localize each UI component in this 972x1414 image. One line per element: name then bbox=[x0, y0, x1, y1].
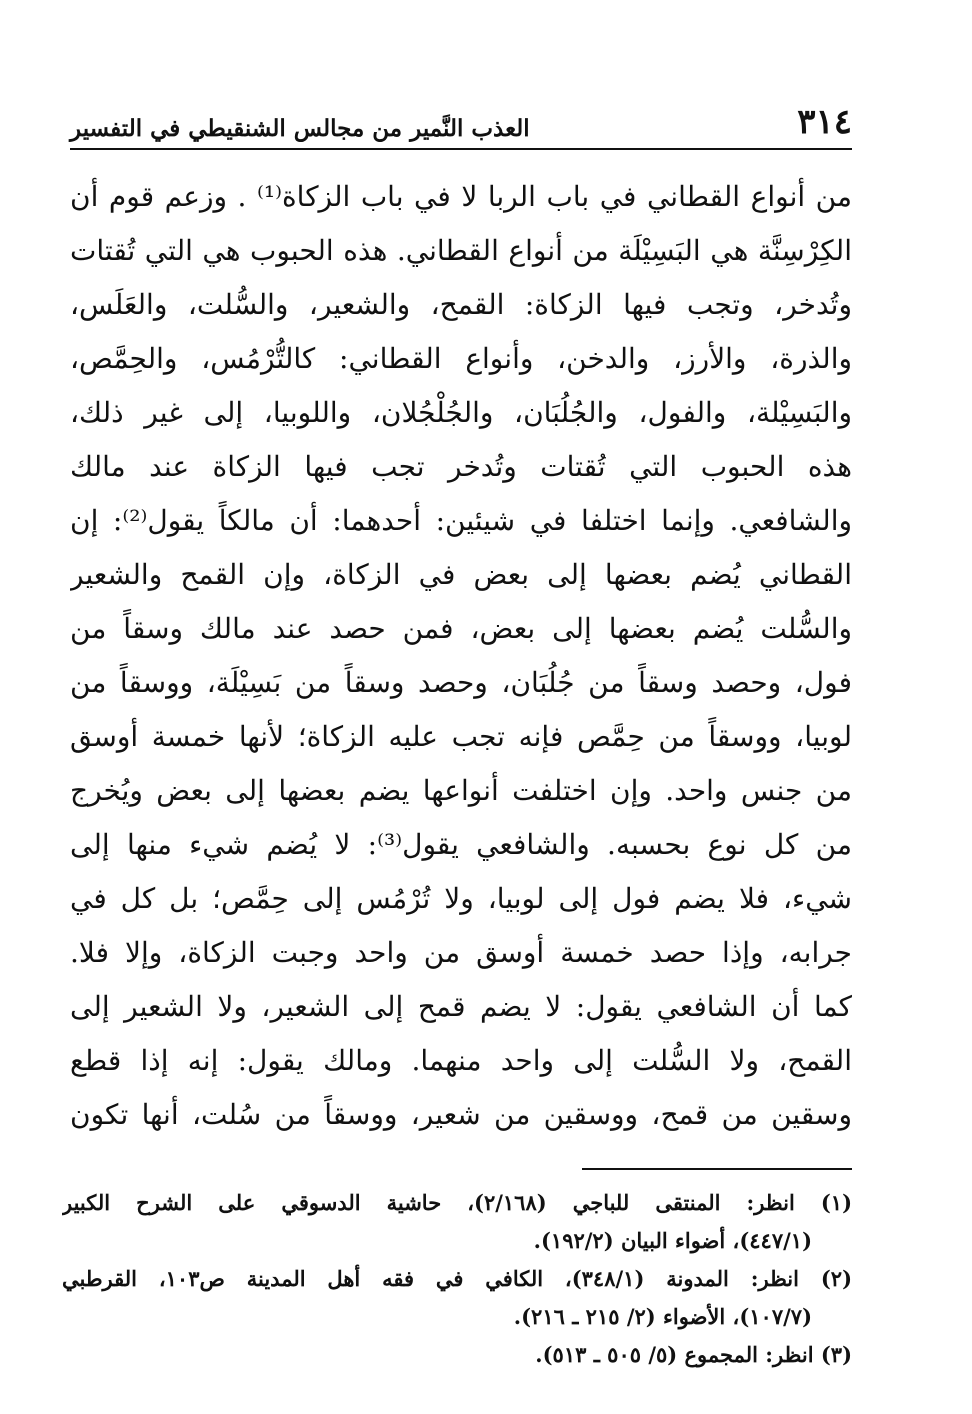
text-line: هذه الحبوب التي تُقتات وتُدخر تجب فيها الزكاة عند مالك bbox=[70, 450, 852, 483]
text-line: والبَسِيْلة، والفول، والجُلُبَان، والجُلْجُلان، واللوبيا، إلى غير ذلك، bbox=[70, 396, 852, 429]
page-header bbox=[70, 96, 852, 150]
text-line: وسقين من قمح، ووسقين من شعير، ووسقاً من سُلت، أنها تكون bbox=[70, 1098, 852, 1131]
text-line: القطاني يُضم بعضها إلى بعض في الزكاة، وإن القمح والشعير bbox=[70, 558, 852, 591]
text-line: من كل نوع بحسبه. والشافعي يقول⁽³⁾: لا يُضم شيء منها إلى bbox=[70, 828, 852, 861]
text-line: من جنس واحد. وإن اختلفت أنواعها يضم بعضها إلى بعض ويُخرج bbox=[70, 774, 852, 807]
text-line: والسُّلت يُضم بعضها إلى بعض، فمن حصد عند مالك وسقاً من bbox=[70, 612, 852, 645]
main-text bbox=[70, 170, 852, 1142]
text-line: والذرة، والأرز، والدخن، وأنواع القطاني: كالتُّرْمُس، والحِمَّص، bbox=[70, 342, 852, 375]
footnote-2-continuation: (١٠٧/٧)، الأضواء (٢/ ٢١٥ ـ ٢١٦). bbox=[513, 1304, 812, 1329]
text-line: كما أن الشافعي يقول: لا يضم قمح إلى الشعير، ولا الشعير إلى bbox=[70, 990, 852, 1023]
footnote-1-continuation: (٤٤٧/١)، أضواء البيان (١٩٢/٢). bbox=[533, 1228, 812, 1253]
text-line: والشافعي. وإنما اختلفا في شيئين: أحدهما: أن مالكاً يقول⁽²⁾: إن bbox=[70, 504, 852, 537]
text-line: جرابه، وإذا حصد خمسة أوسق من واحد وجبت الزكاة، وإلا فلا. bbox=[70, 936, 852, 969]
footnotes bbox=[62, 1184, 852, 1374]
running-title: العذب النَّمير من مجالس الشنقيطي في التفسير bbox=[70, 115, 530, 142]
footnote-1: (١) انظر: المنتقى للباجي (٢/١٦٨)، حاشية الدسوقي على الشرح الكبير bbox=[62, 1190, 852, 1215]
text-line: من أنواع القطاني في باب الربا لا في باب الزكاة⁽¹⁾ . وزعم قوم أن bbox=[70, 180, 852, 213]
text-line: الكِرْسِنَّة هي البَسِيْلَة من أنواع القطاني. هذه الحبوب هي التي تُقتات bbox=[70, 234, 852, 267]
text-line: فول، وحصد وسقاً من جُلُبَان، وحصد وسقاً من بَسِيْلَة، ووسقاً من bbox=[70, 666, 852, 699]
text-line: القمح، ولا السُّلت إلى واحد منهما. ومالك يقول: إنه إذا قطع bbox=[70, 1044, 852, 1077]
footnote-3: (٣) انظر: المجموع (٥/ ٥٠٥ ـ ٥١٣). bbox=[535, 1342, 852, 1367]
text-line: وتُدخر، وتجب فيها الزكاة: القمح، والشعير، والسُّلت، والعَلَس، bbox=[70, 288, 852, 321]
page-number: ٣١٤ bbox=[797, 102, 852, 142]
text-line: شيء، فلا يضم فول إلى لوبيا، ولا تُرْمُس إلى حِمَّص؛ بل كل في bbox=[70, 882, 852, 915]
text-line: لوبيا، ووسقاً من حِمَّص فإنه تجب عليه الزكاة؛ لأنها خمسة أوسق bbox=[70, 720, 852, 753]
footnote-2: (٢) انظر: المدونة (٣٤٨/١)، الكافي في فقه أهل المدينة ص١٠٣، القرطبي bbox=[62, 1266, 852, 1291]
footnote-divider bbox=[582, 1168, 852, 1170]
